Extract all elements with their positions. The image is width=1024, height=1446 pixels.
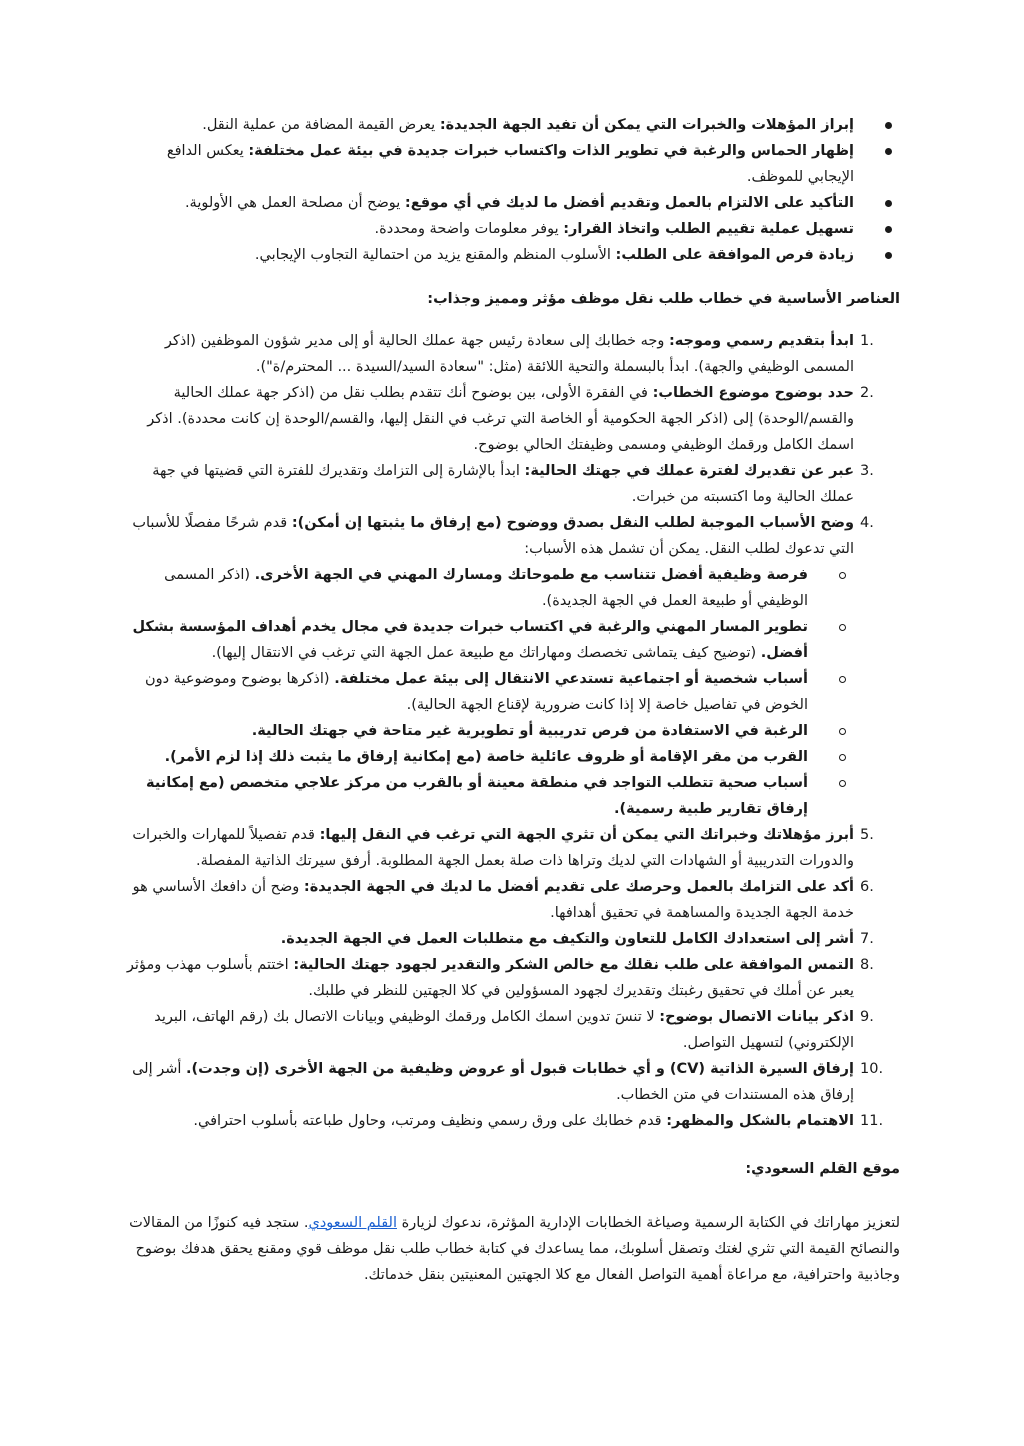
list-item: زيادة فرص الموافقة على الطلب: الأسلوب المنظم والمقنع يزيد من احتمالية التجاوب الإيجابي.	[124, 242, 900, 268]
item-number: 3.	[860, 463, 874, 479]
list-item: التأكيد على الالتزام بالعمل وتقديم أفضل ما لديك في أي موقع: يوضح أن مصلحة العمل هي الأولوية.	[124, 190, 900, 216]
elements-heading: العناصر الأساسية في خطاب طلب نقل موظف مؤثر ومميز وجذاب:	[427, 291, 900, 307]
item-number: 2.	[860, 385, 874, 401]
list-item: 2. حدد بوضوح موضوع الخطاب: في الفقرة الأولى، بين بوضوح أنك تتقدم بطلب نقل من (اذكر جهة عملك الحالية والقسم/الوحدة) إلى (اذكر الجهة الحكومية أو الخاصة التي ترغب في النقل إليها، والقسم/الوحدة إن كانت محددة). اذكر اسمك الكامل ورقمك الوظيفي ومسمى وظيفتك الحالي بوضوح.	[124, 380, 900, 458]
list-item: إظهار الحماس والرغبة في تطوير الذات واكتساب خبرات جديدة في بيئة عمل مختلفة: يعكس الدافع الإيجابي للموظف.	[124, 138, 900, 190]
list-item: أسباب شخصية أو اجتماعية تستدعي الانتقال إلى بيئة عمل مختلفة. (اذكرها بوضوح وموضوعية دون الخوض في تفاصيل خاصة إلا إذا كانت ضرورية لإقناع الجهة الحالية).	[124, 666, 854, 718]
list-item: تسهيل عملية تقييم الطلب واتخاذ القرار: يوفر معلومات واضحة ومحددة.	[124, 216, 900, 242]
list-item: 5. أبرز مؤهلاتك وخبراتك التي يمكن أن تثري الجهة التي ترغب في النقل إليها: قدم تفصيلاً للمهارات والخبرات والدورات التدريبية أو الشهادات التي لديك وتراها ذات صلة بعمل الجهة المطلوبة. أرفق سيرتك الذاتية المفصلة.	[124, 822, 900, 874]
site-heading: موقع القلم السعودي:	[745, 1161, 900, 1177]
list-item: إبراز المؤهلات والخبرات التي يمكن أن تفيد الجهة الجديدة: يعرض القيمة المضافة من عملية النقل.	[124, 112, 900, 138]
list-item: 9. اذكر بيانات الاتصال بوضوح: لا تنسَ تدوين اسمك الكامل ورقمك الوظيفي وبيانات الاتصال بك (رقم الهاتف، البريد الإلكتروني) لتسهيل التواصل.	[124, 1004, 900, 1056]
document-page	[124, 112, 900, 1288]
list-item: القرب من مقر الإقامة أو ظروف عائلية خاصة (مع إمكانية إرفاق ما يثبت ذلك إذا لزم الأمر).	[124, 744, 854, 770]
item-number: 11.	[860, 1113, 884, 1129]
item-number: 4.	[860, 515, 874, 531]
list-item: الرغبة في الاستفادة من فرص تدريبية أو تطويرية غير متاحة في جهتك الحالية.	[124, 718, 854, 744]
list-item: 6. أكد على التزامك بالعمل وحرصك على تقديم أفضل ما لديك في الجهة الجديدة: وضح أن دافعك الأساسي هو خدمة الجهة الجديدة والمساهمة في تحقيق أهدافها.	[124, 874, 900, 926]
item-number: 9.	[860, 1009, 874, 1025]
list-item: 3. عبر عن تقديرك لفترة عملك في جهتك الحالية: ابدأ بالإشارة إلى التزامك وتقديرك للفترة التي قضيتها في جهة عملك الحالية وما اكتسبته من خبرات.	[124, 458, 900, 510]
site-link[interactable]: القلم السعودي	[308, 1215, 397, 1231]
list-item: 11. الاهتمام بالشكل والمظهر: قدم خطابك على ورق رسمي ونظيف ومرتب، وحاول طباعته بأسلوب احترافي.	[124, 1108, 900, 1134]
list-item: تطوير المسار المهني والرغبة في اكتساب خبرات جديدة في مجال يخدم أهداف المؤسسة بشكل أفضل. (توضيح كيف يتماشى تخصصك ومهاراتك مع طبيعة عمل الجهة التي ترغب في الانتقال إليها).	[124, 614, 854, 666]
steps-list	[124, 328, 900, 1134]
item-number: 8.	[860, 957, 874, 973]
list-item: 8. التمس الموافقة على طلب نقلك مع خالص الشكر والتقدير لجهود جهتك الحالية: اختتم بأسلوب مهذب ومؤثر يعبر عن أملك في تحقيق رغبتك وتقديرك لجهود المسؤولين في كلا الجهتين للنظر في طلبك.	[124, 952, 900, 1004]
item-number: 7.	[860, 931, 874, 947]
item-number: 10.	[860, 1061, 884, 1077]
item-number: 6.	[860, 879, 874, 895]
site-paragraph: لتعزيز مهاراتك في الكتابة الرسمية وصياغة الخطابات الإدارية المؤثرة، ندعوك لزيارة القلم السعودي. ستجد فيه كنوزًا من المقالات والنصائح القيمة التي تثري لغتك وتصقل أسلوبك، مما يساعدك في كتابة خطاب طلب نقل موظف قوي ومقنع يحقق هدفك بوضوح وجاذبية واحترافية، مع مراعاة أهمية التواصل الفعال مع كلا الجهتين المعنيتين بنقل خدماتك.	[129, 1215, 900, 1283]
item-number: 1.	[860, 333, 874, 349]
list-item: فرصة وظيفية أفضل تتناسب مع طموحاتك ومسارك المهني في الجهة الأخرى. (اذكر المسمى الوظيفي أو طبيعة العمل في الجهة الجديدة).	[124, 562, 854, 614]
list-item: 7. أشر إلى استعدادك الكامل للتعاون والتكيف مع متطلبات العمل في الجهة الجديدة.	[124, 926, 900, 952]
list-item: 4. وضح الأسباب الموجبة لطلب النقل بصدق ووضوح (مع إرفاق ما يثبتها إن أمكن): قدم شرحًا مفصلًا للأسباب التي تدعوك لطلب النقل. يمكن أن تشمل هذه الأسباب: فرصة وظيفية أفضل تتناسب مع طموحاتك ومسارك المهني في الجهة الأخرى. (اذكر المسمى الوظيفي أو طبيعة العمل في الجهة الجديدة). تطوير المسار المهني والرغبة في اكتساب خبرات جديدة في مجال يخدم أهداف المؤسسة بشكل أفضل. (توضيح كيف يتماشى تخصصك ومهاراتك مع طبيعة عمل الجهة التي ترغب في الانتقال إليها). أسباب شخصية أو اجتماعية تستدعي الانتقال إلى بيئة عمل مختلفة. (اذكرها بوضوح وموضوعية دون الخوض في تفاصيل خاصة إلا إذا كانت ضرورية لإقناع الجهة الحالية). الرغبة في الاستفادة من فرص تدريبية أو تطويرية غير متاحة في جهتك الحالية. القرب من مقر الإقامة أو ظروف عائلية خاصة (مع إمكانية إرفاق ما يثبت ذلك إذا لزم الأمر). أسباب صحية تتطلب التواجد في منطقة معينة أو بالقرب من مركز علاجي متخصص (مع إمكانية إرفاق تقارير طبية رسمية).	[124, 510, 900, 822]
benefits-list	[124, 112, 900, 268]
list-item: 10. إرفاق السيرة الذاتية (CV) و أي خطابات قبول أو عروض وظيفية من الجهة الأخرى (إن وجدت). أشر إلى إرفاق هذه المستندات في متن الخطاب.	[124, 1056, 900, 1108]
list-item: 1. ابدأ بتقديم رسمي وموجه: وجه خطابك إلى سعادة رئيس جهة عملك الحالية أو إلى مدير شؤون الموظفين (اذكر المسمى الوظيفي والجهة). ابدأ بالبسملة والتحية اللائقة (مثل: "سعادة السيد/السيدة ... المحترم/ة").	[124, 328, 900, 380]
item-number: 5.	[860, 827, 874, 843]
reasons-list	[124, 562, 854, 822]
list-item: أسباب صحية تتطلب التواجد في منطقة معينة أو بالقرب من مركز علاجي متخصص (مع إمكانية إرفاق تقارير طبية رسمية).	[124, 770, 854, 822]
